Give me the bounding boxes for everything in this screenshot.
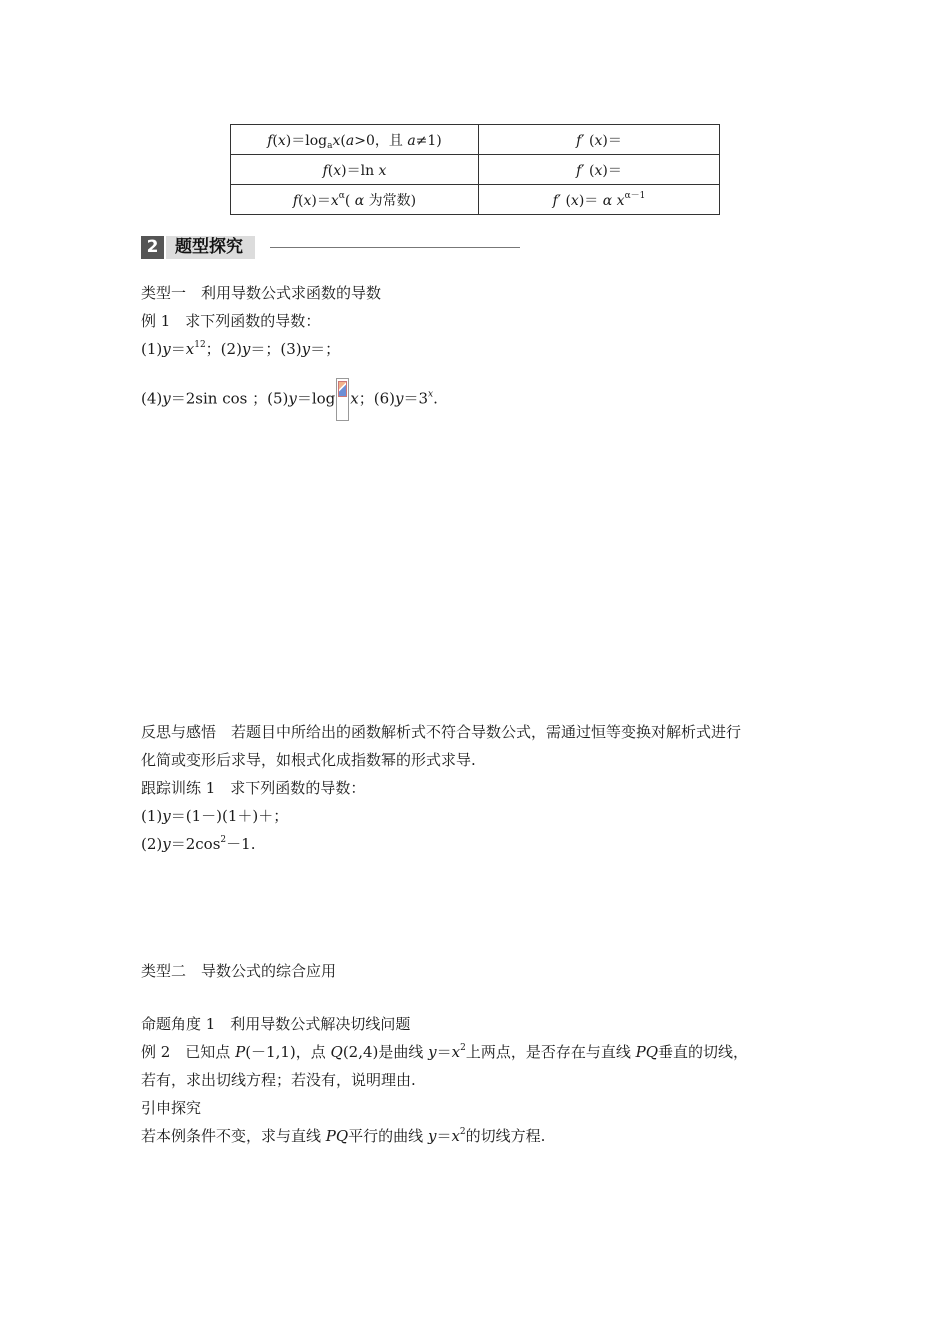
type1-heading: 类型一 利用导数公式求函数的导数 [141,284,382,302]
reflection-line-2: 化简或变形后求导，如根式化成指数幂的形式求导. [141,751,476,769]
example1-line-a: $(1)y=x^{12}$；(2)y＝；(3)y＝； [141,340,341,358]
table-cell-derivative: f′ (x)＝ [479,155,720,185]
practice1-title: 跟踪训练 1 求下列函数的导数： [141,779,366,797]
section-divider [270,247,520,248]
table-cell-derivative: f′ (x)＝ α $x^{\alpha-1}$ [479,185,720,215]
table-cell-function: $f(x)=\log_ax(a>0$，且 a≠1) [231,125,479,155]
extension-text: 若本例条件不变，求与直线 PQ平行的曲线 $y=x^2$的切线方程. [141,1127,546,1145]
section-title: 题型探究 [166,236,255,259]
example2-line-2: 若有，求出切线方程；若没有，说明理由. [141,1071,416,1089]
reflection-line-1: 反思与感悟 若题目中所给出的函数解析式不符合导数公式，需通过恒等变换对解析式进行 [141,723,742,741]
table-row [231,155,720,185]
practice1-question-2: $(2)y=2\cos^2-1$. [141,835,256,853]
table-cell-derivative: f′ (x)＝ [479,125,720,155]
broken-image-icon [336,378,349,421]
example2-line-1: 例 2 已知点 P(－1,1)，点 Q(2,4)是曲线 $y=x^2$上两点，是否存在与直线 PQ垂直的切线， [141,1043,749,1061]
table-cell-function: f(x)＝ln x [231,155,479,185]
example1-title: 例 1 求下列函数的导数： [141,312,321,330]
example1-line-b: (4)y＝2sin cos ；(5)y＝log x；$(6)y=3^x$. [141,378,438,421]
derivative-formula-table [230,124,720,215]
practice1-question-1: (1)y＝(1－)(1＋)＋； [141,807,289,825]
table-row [231,125,720,155]
extension-title: 引申探究 [141,1099,202,1117]
section-number-badge: 2 [141,236,164,259]
image-glyph-icon [338,381,347,397]
type2-heading: 类型二 导数公式的综合应用 [141,962,337,980]
angle1-heading: 命题角度 1 利用导数公式解决切线问题 [141,1015,411,1033]
table-cell-function: $f(x)=x^\alpha$( α 为常数) [231,185,479,215]
table-row [231,185,720,215]
